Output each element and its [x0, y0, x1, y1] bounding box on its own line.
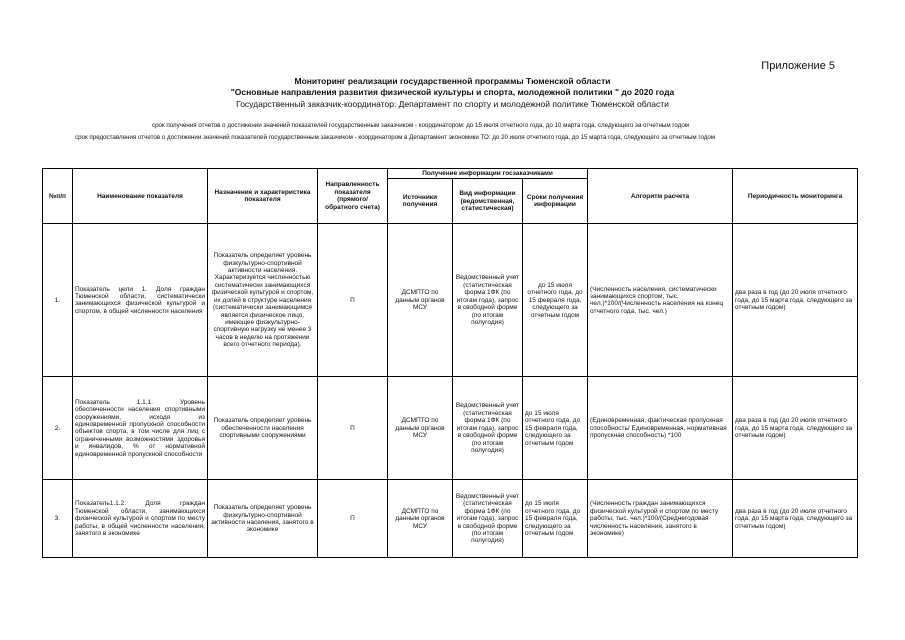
cell-sources: ДСМПТО по данным органов МСУ: [388, 377, 453, 480]
cell-deadlines: до 15 июля отчетного года, до 15 февраля года, следующего за отчетным годом: [523, 480, 588, 558]
cell-periodicity: два раза в год (до 20 июля отчетного года, до 15 марта года, следующего за отчетным годом): [733, 224, 858, 377]
cell-purpose: Показатель определяет уровень обеспеченности населения спортивными сооружениями: [208, 377, 318, 480]
cell-deadlines: до 15 июля отчетного года, до 15 февраля года, следующего за отчетным годом: [523, 224, 588, 377]
cell-num: 1.: [43, 224, 73, 377]
cell-direction: П: [318, 377, 388, 480]
header-algorithm: Алгоритм расчета: [588, 169, 733, 224]
header-direction: Направленность показателя (прямого/ обратного счета): [318, 169, 388, 224]
header-info-group: Получение информации госзаказчиками: [388, 169, 588, 179]
monitoring-table: [42, 168, 858, 558]
cell-direction: П: [318, 480, 388, 558]
table-row: [43, 377, 858, 480]
header-info-type: Вид информации (ведомственная, статистическая): [453, 179, 523, 224]
cell-periodicity: два раза в год (до 20 июля отчетного года, до 15 марта года, следующего за отчетным годом): [733, 377, 858, 480]
coordinator-line: Государственный заказчик-координатор: Департамент по спорту и молодежной политике Тюменской области: [236, 99, 669, 109]
document-title: Мониторинг реализации государственной программы Тюменской области: [294, 76, 611, 86]
table-row: [43, 224, 858, 377]
cell-num: 2.: [43, 377, 73, 480]
cell-deadlines: до 15 июля отчетного года, до 15 февраля года, следующего за отчетным годом: [523, 377, 588, 480]
cell-sources: ДСМПТО по данным органов МСУ: [388, 224, 453, 377]
cell-sources: ДСМПТО по данным органов МСУ: [388, 480, 453, 558]
deadline-note-submit: срок предоставления отчетов о достижении значений показателей государственным заказчиком - координатором в Департамент экономики ТО: до 20 июля отчетного года, до 15 марта года, следующего за отчетным годом: [75, 134, 716, 141]
appendix-label: Приложение 5: [761, 60, 835, 72]
header-purpose: Назначение и характеристика показателя: [208, 169, 318, 224]
header-num: №п/п: [43, 169, 73, 224]
cell-algorithm: (Численность граждан занимающихся физической культурой и спортом по месту работы, тыс. чел.)*100/(Среднегодовая численность населения, занятого в экономике): [588, 480, 733, 558]
header-name: Наименование показателя: [73, 169, 208, 224]
cell-name: Показатель цели 1. Доля граждан Тюменской области, систематически занимающихся физической культурой и спортом, в общей численности населения: [73, 224, 208, 377]
cell-algorithm: (Единовременная, фактическая пропускная способность/ Единовременная, нормативная пропускная способность) *100: [588, 377, 733, 480]
header-sources: Источники получения: [388, 179, 453, 224]
cell-periodicity: два раза в год (до 20 июля отчетного года, до 15 марта года, следующего за отчетным годом): [733, 480, 858, 558]
program-name: "Основные направления развития физической культуры и спорта, молодежной политики " до 2020 года: [230, 87, 675, 97]
cell-name: Показатель 1.1.1. Уровень обеспеченности населения спортивными сооружениями, исходя из единовременной пропускной способности объектов спорта, в том числе для лиц с ограниченными возможностями здоровья и инвалидов, % от нормативной единовременной пропускной способности: [73, 377, 208, 480]
cell-algorithm: (Численность населения, систематически занимающихся спортом, тыс. чел.)*100/(Численность населения на конец отчетного года, тыс. чел.): [588, 224, 733, 377]
cell-info-type: Ведомственный учет (статистическая форма 1ФК (по итогам года), запрос в свободной форме (по итогам полугодия): [453, 224, 523, 377]
cell-num: 3.: [43, 480, 73, 558]
cell-name: Показатель1.1.2. Доля граждан Тюменской области, занимающихся физической культурой и спортом по месту работы, в общей численности населения, занятого в экономике: [73, 480, 208, 558]
deadline-note-receive: срок получения отчетов о достижении значений показателей государственным заказчиком - координатором: до 15 июля отчетного года, до 10 марта года, следующего за отчетным годом: [152, 122, 690, 129]
cell-purpose: Показатель определяет уровень физкультурно-спортивной активности населения, занятого в экономике: [208, 480, 318, 558]
cell-info-type: Ведомственный учет (статистическая форма 1ФК (по итогам года), запрос в свободной форме (по итогам полугодия): [453, 480, 523, 558]
cell-purpose: Показатель определяет уровень физкультурно-спортивной активности населения. Характеризуется численностью систематически занимающихся физической культурой и спортом, их долей в структуре населения (систематически занимающимся является физическое лицо, имеющее физкультурно-спортивную нагрузку не менее 3 часов в неделю на протяжении всего отчетного периода).: [208, 224, 318, 377]
header-deadlines: Сроки получения информации: [523, 179, 588, 224]
header-periodicity: Периодичность мониторинга: [733, 169, 858, 224]
table-row: [43, 480, 858, 558]
cell-direction: П: [318, 224, 388, 377]
cell-info-type: Ведомственный учет (статистическая форма 1ФК (по итогам года), запрос в свободной форме (по итогам полугодия): [453, 377, 523, 480]
